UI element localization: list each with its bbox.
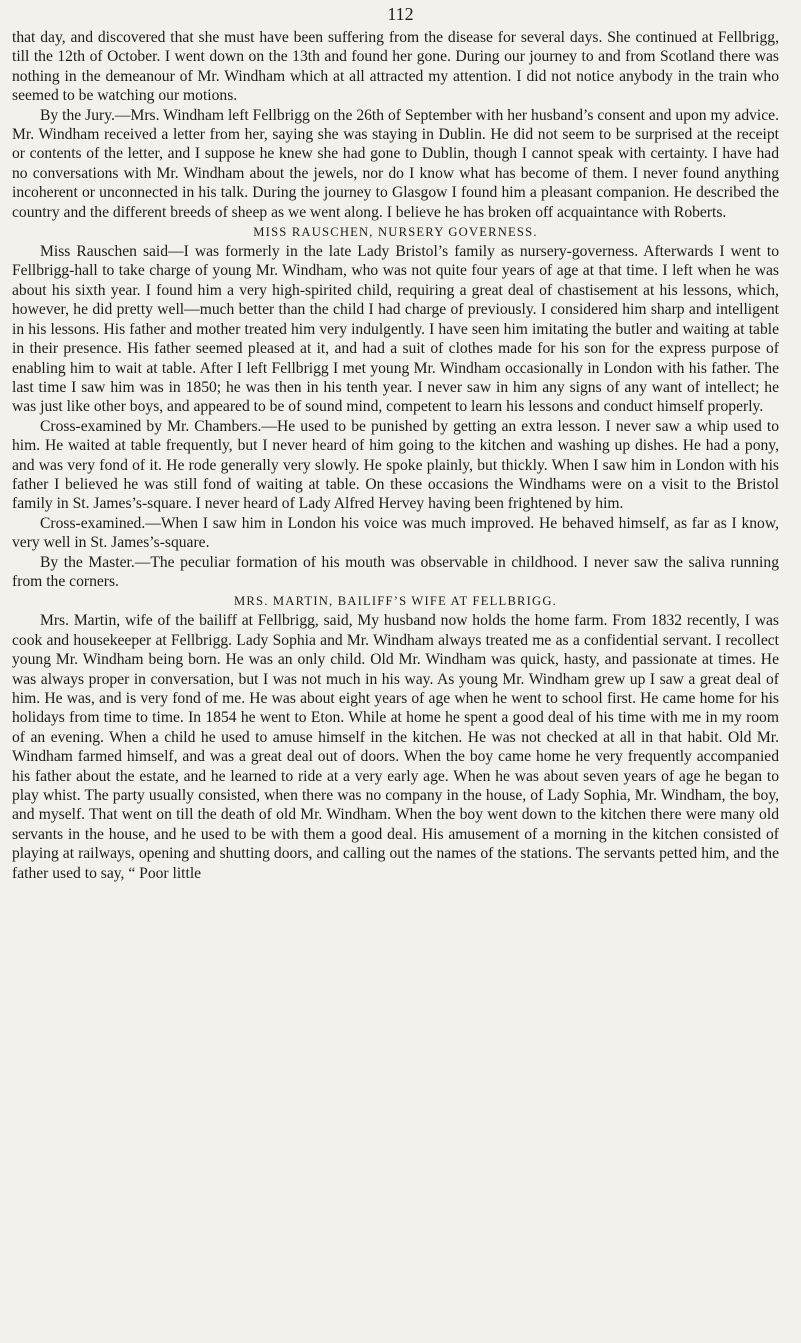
paragraph: Miss Rauschen said—I was formerly in the late Lady Bristol’s family as nursery-governess. Afterwards I went to Fellbrigg-hall to take charge of young Mr. Windham, who was not quite four years of age at that time. I left when he was about his sixth year. I found him a very high-spirited child, requiring a great deal of chastisement at his lessons, which, however, he did pretty well—much better than the child I had charge of previously. I considered him sharp and intelligent in his lessons. His father and mother treated him very indulgently. I have seen him imitating the butler and waiting at table in their presence. His father seemed pleased at it, and had a suit of clothes made for his son for the express purpose of enabling him to wait at table. After I left Fellbrigg I met young Mr. Windham occasionally in London with his father. The last time I saw him was in 1850; he was then in his tenth year. I never saw in him any signs of any want of intellect; he was just like other boys, and appeared to be of sound mind, competent to learn his lessons and conduct himself properly. bbox=[12, 243, 779, 416]
paragraph: Mrs. Martin, wife of the bailiff at Fellbrigg, said, My husband now holds the home farm. From 1832 recently, I was cook and housekeeper at Fellbrigg. Lady Sophia and Mr. Windham always treated me as a confidential servant. I recollect young Mr. Windham being born. He was an only child. Old Mr. Windham was quick, hasty, and passionate at times. He was always proper in conversation, but I was not much in his way. As young Mr. Windham grew up I saw a great deal of him. He was, and is very fond of me. He was about eight years of age when he went to school first. He came home for his holidays from time to time. In 1854 he went to Eton. While at home he spent a good deal of his time with me in my room of an evening. When a child he used to amuse himself in the kitchen. He was not checked at all in that habit. Old Mr. Windham farmed himself, and was a great deal out of doors. When the boy came home he very frequently accompanied his father about the estate, and he learned to ride at a very early age. When he was about seven years of age he began to play whist. The party usually consisted, when there was no company in the house, of Lady Sophia, Mr. Windham, the boy, and myself. That went on till the death of old Mr. Windham. When the boy went down to the kitchen there were many old servants in the house, and he used to be with them a good deal. His amusement of a morning in the kitchen consisted of playing at railways, opening and shutting doors, and calling out the names of the stations. The servants petted him, and the father used to say, “ Poor little bbox=[12, 612, 779, 882]
page-body bbox=[12, 28, 779, 883]
paragraph: that day, and discovered that she must have been suffering from the disease for several days. She continued at Fellbrigg, till the 12th of October. I went down on the 13th and found her gone. During our journey to and from Scotland there was nothing in the demeanour of Mr. Windham which at all attracted my attention. I did not notice anybody in the train who seemed to be watching our motions. bbox=[12, 29, 779, 105]
paragraph: By the Jury.—Mrs. Windham left Fellbrigg on the 26th of September with her husband’s consent and upon my advice. Mr. Windham received a letter from her, saying she was staying in Dublin. He did not seem to be surprised at the receipt or contents of the letter, and I suppose he knew she had gone to Dublin, though I cannot speak with certainty. I have had no conversations with Mr. Windham about the jewels, nor do I know what has become of them. I never found anything incoherent or unconnected in his talk. During the journey to Glasgow I found him a pleasant companion. He described the country and the different breeds of sheep as we went along. I believe he has broken off acquaintance with Roberts. bbox=[12, 106, 779, 221]
paragraph: By the Master.—The peculiar formation of his mouth was observable in childhood. I never saw the saliva running from the corners. bbox=[12, 553, 779, 590]
page-number: 112 bbox=[387, 4, 414, 24]
paragraph: Cross-examined by Mr. Chambers.—He used to be punished by getting an extra lesson. I never saw a whip used to him. He waited at table frequently, but I never heard of him going to the kitchen and washing up dishes. He had a pony, and was very fond of it. He rode generally very slowly. He spoke plainly, but thickly. When I saw him in London with his father I believed he was still fond of waiting at table. On these occasions the Windhams were on a visit to the Bristol family in St. James’s-square. I never heard of Lady Alfred Hervey having been frightened by him. bbox=[12, 417, 779, 513]
section-heading: MRS. MARTIN, BAILIFF’S WIFE AT FELLBRIGG. bbox=[234, 594, 557, 609]
paragraph: Cross-examined.—When I saw him in London his voice was much improved. He behaved himself, as far as I know, very well in St. James’s-square. bbox=[12, 514, 779, 552]
section-heading: MISS RAUSCHEN, NURSERY GOVERNESS. bbox=[253, 225, 538, 240]
